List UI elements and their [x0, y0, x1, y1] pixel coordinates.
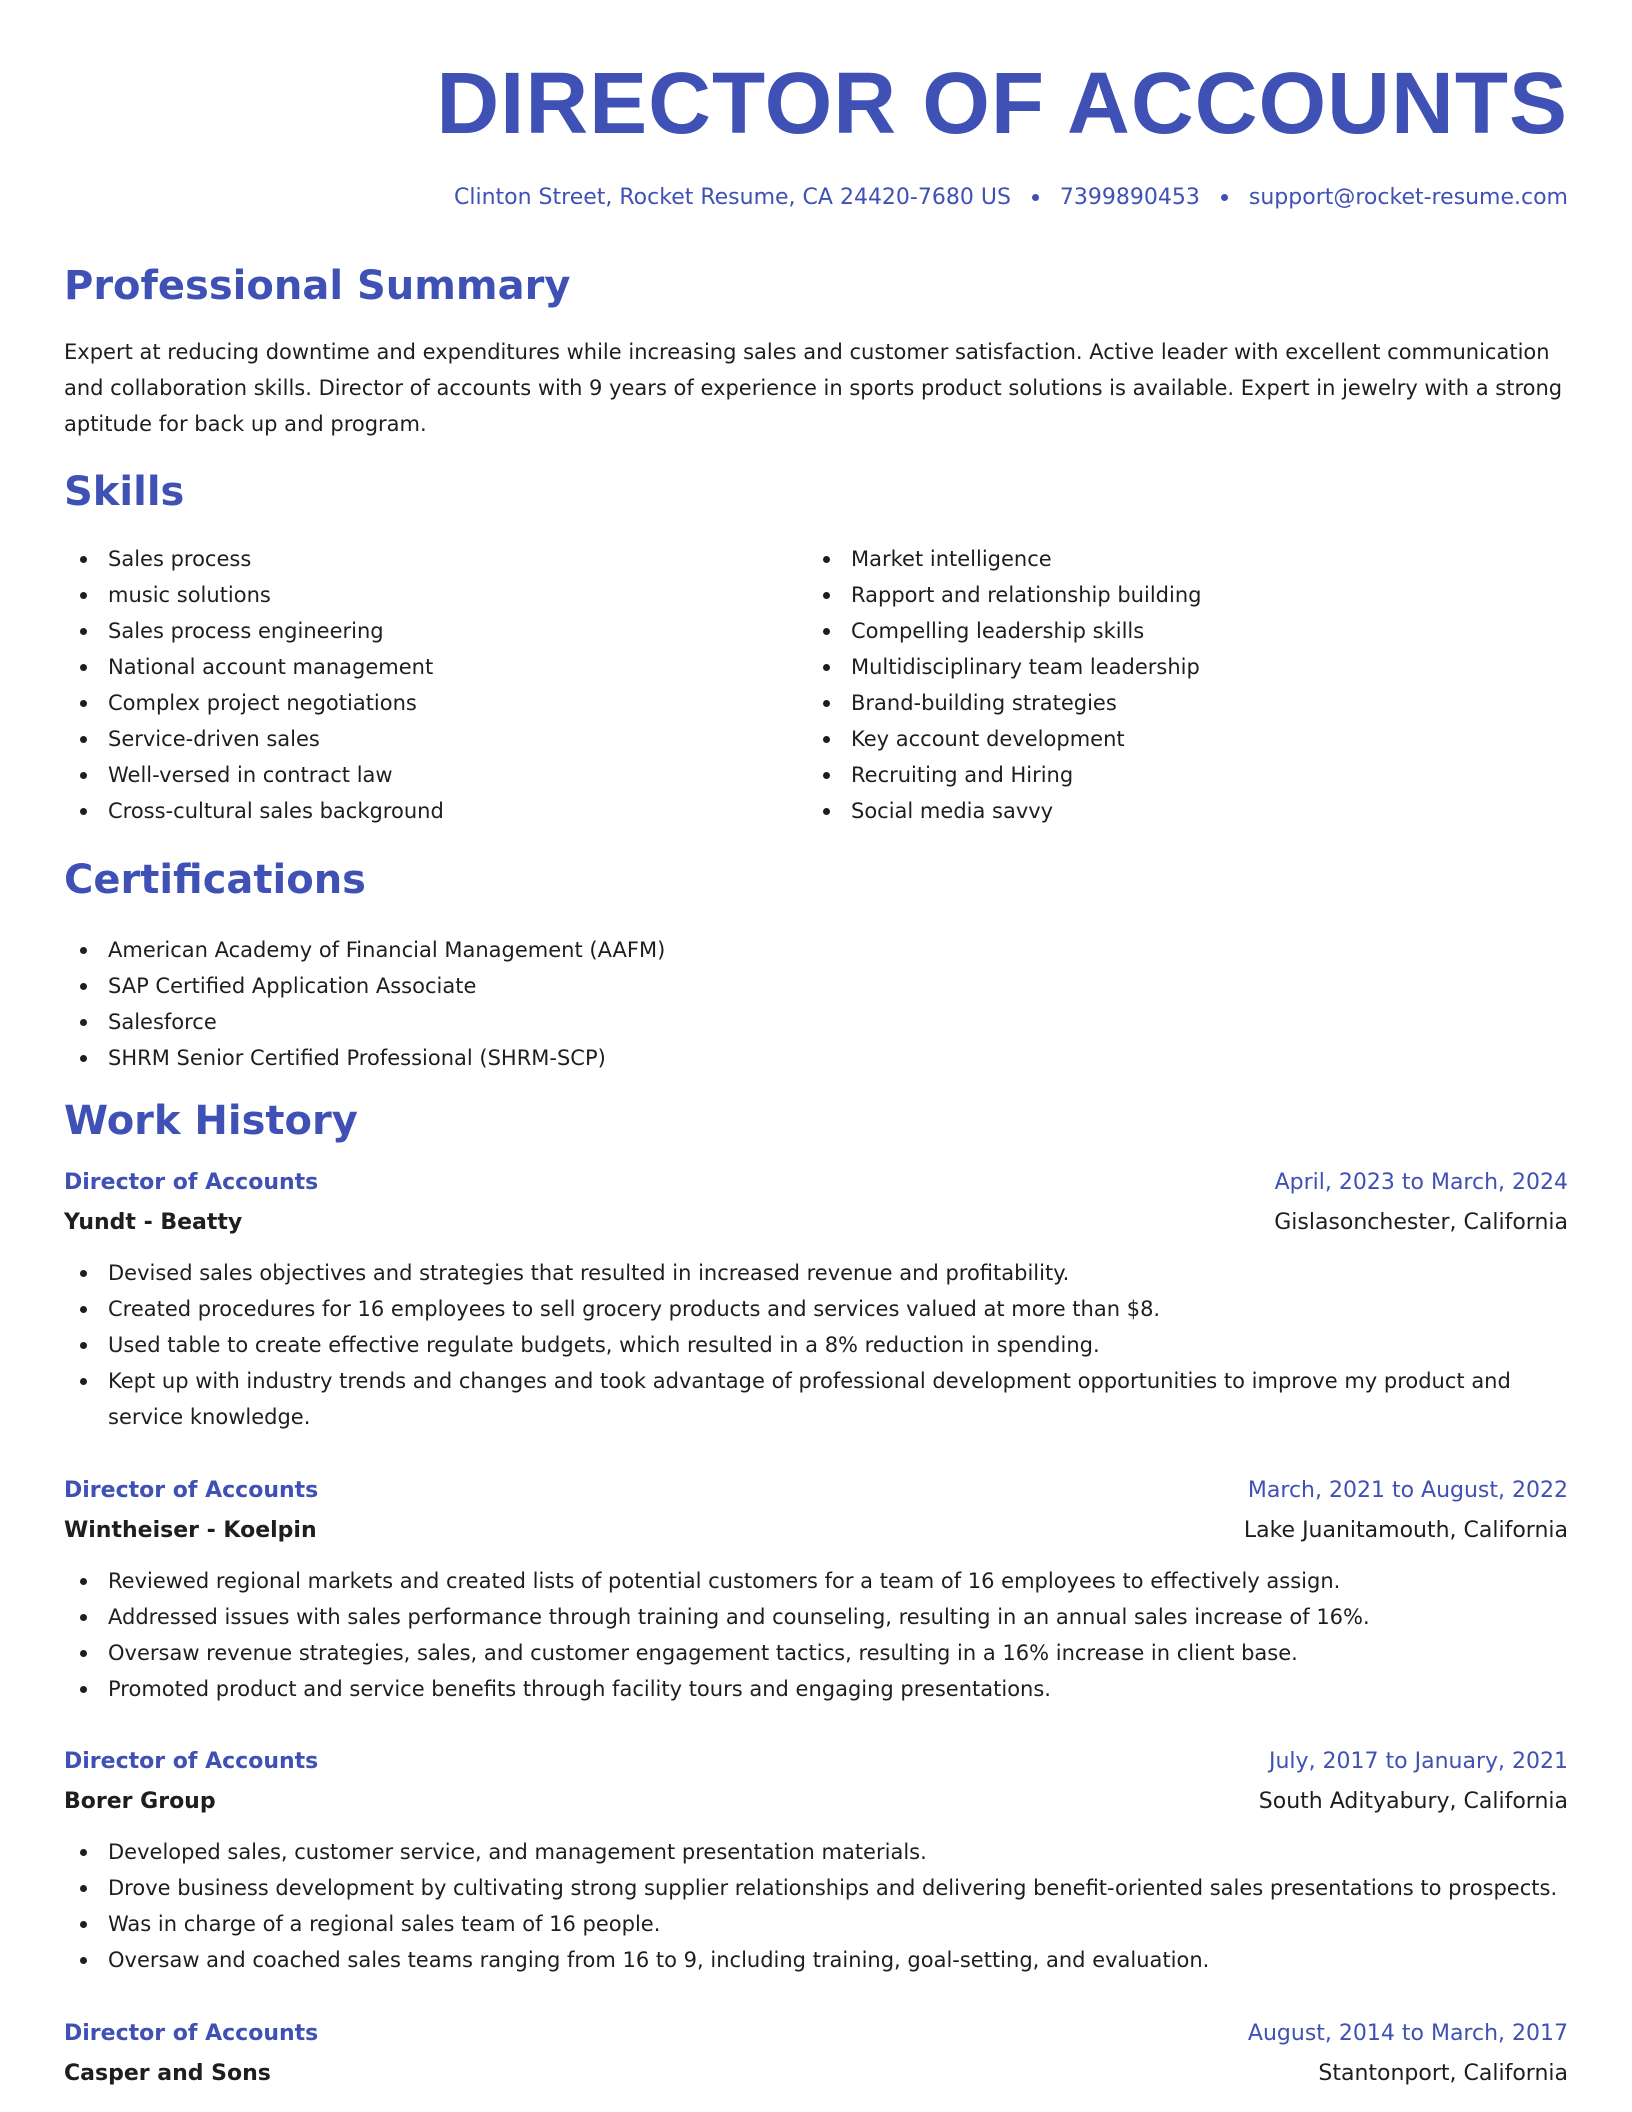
job-entry: [64, 1471, 1568, 1707]
job-bullet: Developed sales, customer service, and management presentation materials.: [64, 1834, 1568, 1870]
job-title: Director of Accounts: [64, 2021, 319, 2046]
skill-item: Well-versed in contract law: [64, 757, 804, 793]
skills-list-left: [64, 541, 804, 829]
job-company: Wintheiser - Koelpin: [64, 1518, 317, 1543]
bullet-separator: [1032, 194, 1039, 201]
job-bullet: Was in charge of a regional sales team of 16 people.: [64, 1906, 1568, 1942]
skill-item: Market intelligence: [807, 541, 1547, 577]
skill-item: Cross-cultural sales background: [64, 793, 804, 829]
job-title: Director of Accounts: [64, 1478, 319, 1503]
job-bullet: Addressed issues with sales performance through training and counseling, resulting in an annual sales increase of 16%.: [64, 1599, 1568, 1635]
resume-name-title: DIRECTOR OF ACCOUNTS: [436, 55, 1568, 152]
skill-item: Sales process engineering: [64, 613, 804, 649]
certification-item: American Academy of Financial Management (AAFM): [64, 932, 1568, 968]
bullet-separator: [1221, 194, 1228, 201]
job-bullets: [64, 1255, 1568, 1435]
certification-item: SAP Certified Application Associate: [64, 968, 1568, 1004]
job-title: Director of Accounts: [64, 1170, 319, 1195]
job-company-row: [64, 2054, 1568, 2094]
job-bullet: Oversaw and coached sales teams ranging from 16 to 9, including training, goal-setting, and evaluation.: [64, 1942, 1568, 1978]
skill-item: Recruiting and Hiring: [807, 757, 1547, 793]
summary-text: Expert at reducing downtime and expenditures while increasing sales and customer satisfaction. Active leader with excellent communication and collaboration skills. Director of accounts with 9 years of experience in sports product solutions is available. Expert in jewelry with a strong aptitude for back up and program.: [64, 340, 1563, 436]
job-title-row: [64, 1742, 1568, 1782]
summary-heading: Professional Summary: [64, 263, 571, 309]
job-location: Lake Juanitamouth, California: [1243, 1518, 1568, 1543]
skills-heading: Skills: [64, 469, 185, 515]
skill-item: Complex project negotiations: [64, 685, 804, 721]
job-company-row: [64, 1511, 1568, 1551]
certification-item: SHRM Senior Certified Professional (SHRM-SCP): [64, 1040, 1568, 1076]
job-entry: [64, 1742, 1568, 1978]
job-bullets: [64, 1834, 1568, 1978]
job-company: Borer Group: [64, 1789, 216, 1814]
job-location: Gislasonchester, California: [1274, 1210, 1568, 1235]
certifications-list: [64, 932, 1568, 1076]
job-bullet: Devised sales objectives and strategies that resulted in increased revenue and profitability.: [64, 1255, 1568, 1291]
job-dates: April, 2023 to March, 2024: [1274, 1170, 1568, 1195]
work-history-heading: Work History: [64, 1098, 358, 1144]
job-title-row: [64, 2014, 1568, 2054]
job-location: South Adityabury, California: [1258, 1789, 1568, 1814]
job-dates: March, 2021 to August, 2022: [1247, 1478, 1568, 1503]
skill-item: music solutions: [64, 577, 804, 613]
skill-item: Multidisciplinary team leadership: [807, 649, 1547, 685]
job-location: Stantonport, California: [1318, 2061, 1568, 2086]
certifications-heading: Certifications: [64, 857, 366, 903]
skill-item: Rapport and relationship building: [807, 577, 1547, 613]
resume-page: [64, 0, 1568, 2112]
job-company-row: [64, 1782, 1568, 1822]
skill-item: Key account development: [807, 721, 1547, 757]
job-bullet: Oversaw revenue strategies, sales, and customer engagement tactics, resulting in a 16% increase in client base.: [64, 1635, 1568, 1671]
skill-item: Compelling leadership skills: [807, 613, 1547, 649]
certification-item: Salesforce: [64, 1004, 1568, 1040]
job-bullets: [64, 1563, 1568, 1707]
job-title-row: [64, 1471, 1568, 1511]
job-company: Casper and Sons: [64, 2061, 271, 2086]
job-bullet: Kept up with industry trends and changes and took advantage of professional development opportunities to improve my product and service knowledge.: [64, 1363, 1568, 1435]
job-bullet: Promoted product and service benefits through facility tours and engaging presentations.: [64, 1671, 1568, 1707]
job-bullet: Used table to create effective regulate budgets, which resulted in a 8% reduction in spending.: [64, 1327, 1568, 1363]
contact-email[interactable]: support@rocket-resume.com: [1248, 184, 1568, 210]
job-title-row: [64, 1163, 1568, 1203]
contact-phone: 7399890453: [1059, 184, 1200, 210]
skills-list-right: [807, 541, 1547, 829]
job-company-row: [64, 1203, 1568, 1243]
job-dates: August, 2014 to March, 2017: [1247, 2021, 1568, 2046]
skill-item: Social media savvy: [807, 793, 1547, 829]
skill-item: National account management: [64, 649, 804, 685]
job-entry: [64, 2014, 1568, 2094]
job-bullet: Created procedures for 16 employees to sell grocery products and services valued at more than $8.: [64, 1291, 1568, 1327]
contact-address: Clinton Street, Rocket Resume, CA 24420-7680 US: [454, 184, 1011, 210]
job-dates: July, 2017 to January, 2021: [1269, 1749, 1568, 1774]
job-bullet: Reviewed regional markets and created lists of potential customers for a team of 16 employees to effectively assign.: [64, 1563, 1568, 1599]
skill-item: Sales process: [64, 541, 804, 577]
job-entry: [64, 1163, 1568, 1435]
skill-item: Service-driven sales: [64, 721, 804, 757]
job-company: Yundt - Beatty: [64, 1210, 243, 1235]
job-title: Director of Accounts: [64, 1749, 319, 1774]
skill-item: Brand-building strategies: [807, 685, 1547, 721]
job-bullet: Drove business development by cultivating strong supplier relationships and delivering benefit-oriented sales presentations to prospects.: [64, 1870, 1568, 1906]
contact-line: [454, 180, 1568, 214]
